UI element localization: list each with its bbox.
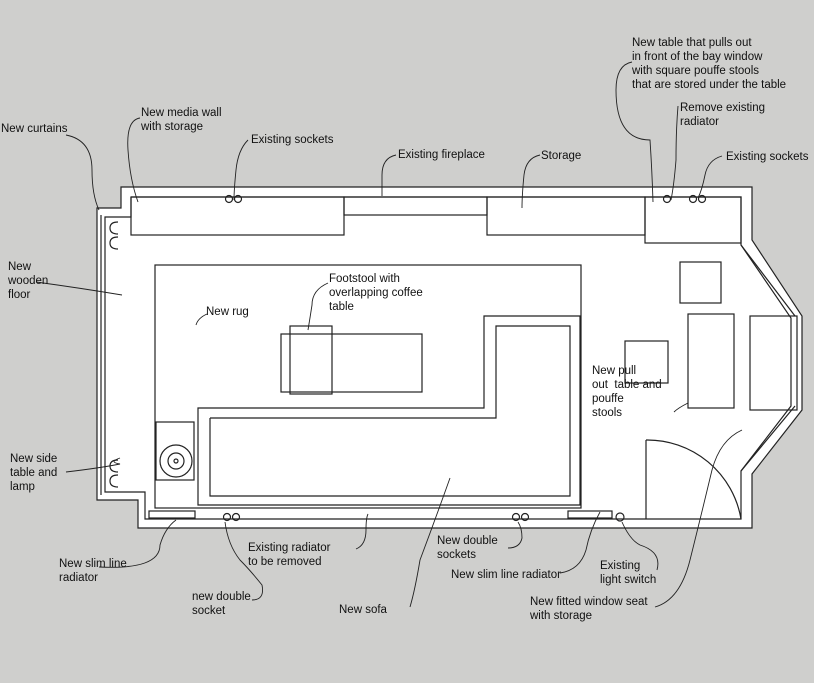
label-new-sofa: New sofa bbox=[339, 604, 387, 616]
room-walls bbox=[97, 187, 802, 528]
label-new-double-socket: new double socket bbox=[192, 591, 251, 617]
label-new-side-table: New side table and lamp bbox=[10, 453, 58, 493]
label-new-fitted-window-seat: New fitted window seat with storage bbox=[530, 596, 648, 622]
label-remove-existing-radiator: Remove existing radiator bbox=[680, 102, 766, 128]
label-new-curtains: New curtains bbox=[1, 123, 68, 135]
label-existing-radiator-removed: Existing radiator to be removed bbox=[248, 542, 331, 568]
label-footstool: Footstool with overlapping coffee table bbox=[329, 273, 423, 313]
label-storage: Storage bbox=[541, 150, 582, 162]
label-existing-fireplace: Existing fireplace bbox=[398, 149, 485, 161]
label-new-pull-out-table: New pull out table and pouffe stools bbox=[592, 365, 662, 419]
label-new-slim-line-radiator-right: New slim line radiator bbox=[451, 569, 561, 581]
label-new-media-wall: New media wall with storage bbox=[141, 107, 222, 133]
label-new-double-sockets: New double sockets bbox=[437, 535, 498, 561]
label-new-wooden-floor: New wooden floor bbox=[8, 261, 49, 301]
label-new-slim-line-radiator-left: New slim line radiator bbox=[59, 558, 127, 584]
label-existing-sockets-top: Existing sockets bbox=[251, 134, 334, 146]
label-new-table-pulls-out: New table that pulls out in front of the bay window with square pouffe stools that are stored under the table bbox=[632, 37, 787, 91]
label-existing-sockets-right: Existing sockets bbox=[726, 151, 809, 163]
label-existing-light-switch: Existing light switch bbox=[600, 560, 657, 586]
label-new-rug: New rug bbox=[206, 306, 249, 318]
